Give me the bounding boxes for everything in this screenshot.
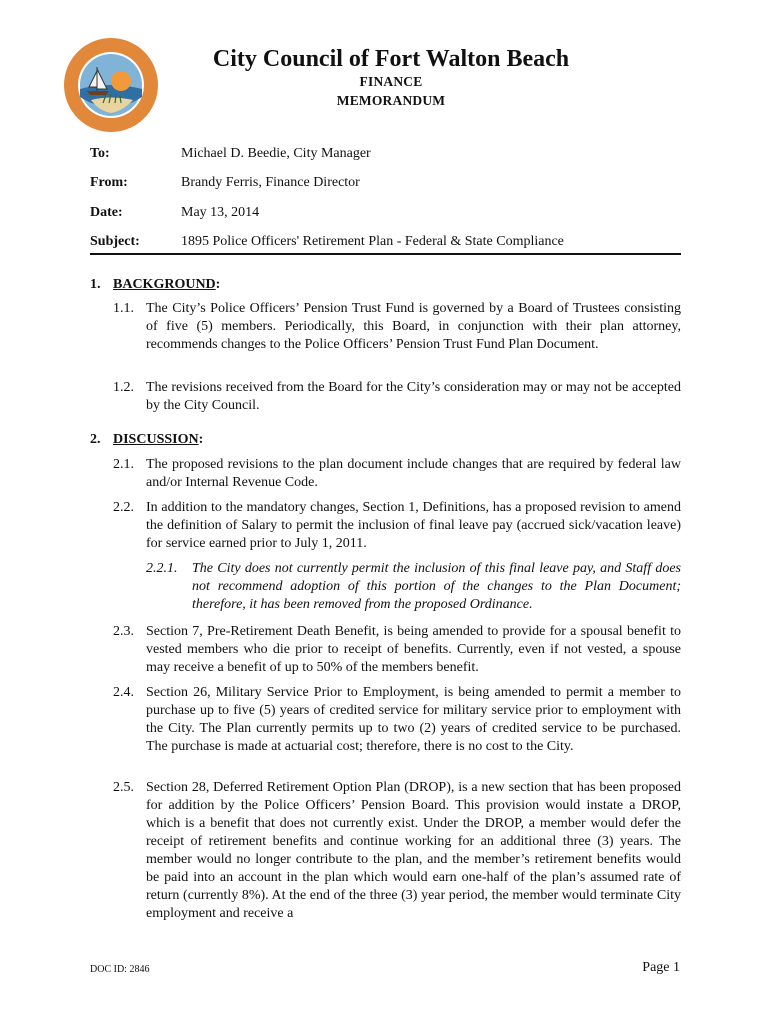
paragraph-1-1 — [113, 300, 681, 354]
paragraph-2-1 — [113, 456, 681, 492]
header-divider — [90, 253, 681, 255]
from-value: Brandy Ferris, Finance Director — [181, 175, 360, 190]
paragraph-text: The City does not currently permit the inclusion of this final leave pay, and Staff does not recommend adoption of this portion of the changes to the Plan Document; therefore, it has been removed from the proposed Ordinance. — [192, 561, 681, 612]
to-label: To: — [90, 146, 110, 161]
paragraph-2-3 — [113, 623, 681, 677]
paragraph-number: 2.4. — [113, 685, 134, 700]
subject-value: 1895 Police Officers' Retirement Plan - Federal & State Compliance — [181, 234, 564, 249]
section-title: DISCUSSION: — [113, 432, 204, 447]
paragraph-2-5 — [113, 779, 681, 923]
to-value: Michael D. Beedie, City Manager — [181, 146, 371, 161]
paragraph-number: 2.2.1. — [146, 561, 178, 576]
paragraph-text: The proposed revisions to the plan document include changes that are required by federal law and/or Internal Revenue Code. — [146, 457, 681, 490]
paragraph-number: 1.1. — [113, 301, 134, 316]
paragraph-text: Section 26, Military Service Prior to Employment, is being amended to permit a member to purchase up to five (5) years of credited service for military service prior to employment with the City. The Plan currently permits up to two (2) years of credited service to be purchased. The purchase is made at actuarial cost; therefore, there is no cost to the City. — [146, 685, 681, 754]
paragraph-text: The revisions received from the Board for the City’s consideration may or may not be accepted by the City Council. — [146, 380, 681, 413]
department-label: FINANCE — [359, 74, 423, 89]
paragraph-text: The City’s Police Officers’ Pension Trust Fund is governed by a Board of Trustees consisting of five (5) members. Periodically, this Board, in conjunction with their plan attorney, recommends changes to the Police Officers’ Pension Trust Fund Plan Document. — [146, 301, 681, 352]
paragraph-2-4 — [113, 684, 681, 756]
paragraph-number: 1.2. — [113, 380, 134, 395]
date-label: Date: — [90, 205, 123, 220]
section-title: BACKGROUND: — [113, 277, 221, 292]
page-number: Page 1 — [642, 960, 680, 975]
paragraph-2-2 — [113, 499, 681, 553]
paragraph-number: 2.3. — [113, 624, 134, 639]
paragraph-number: 2.5. — [113, 780, 134, 795]
from-label: From: — [90, 175, 128, 190]
document-type-label: MEMORANDUM — [336, 93, 446, 108]
subparagraph-2-2-1 — [146, 560, 681, 614]
date-value: May 13, 2014 — [181, 205, 260, 220]
paragraph-1-2 — [113, 379, 681, 415]
paragraph-text: In addition to the mandatory changes, Section 1, Definitions, has a proposed revision to amend the definition of Salary to permit the inclusion of final leave pay (accrued sick/vacation leave) for service earned prior to July 1, 2011. — [146, 500, 681, 551]
section-number: 1. — [90, 277, 101, 292]
document-id: DOC ID: 2846 — [90, 964, 150, 975]
page-title: City Council of Fort Walton Beach — [212, 46, 570, 72]
paragraph-text: Section 28, Deferred Retirement Option Plan (DROP), is a new section that has been proposed for addition by the Police Officers’ Pension Board. This provision would instate a DROP, which is a benefit that does not currently exist. Under the DROP, a member would defer the receipt of retirement benefits and continue working for an additional three (3) years. The member would no longer contribute to the plan, and the member’s retirement benefits would be paid into an account in the plan which would earn one-half of the plan’s assumed rate of return (currently 8%). At the end of the three (3) year period, the member would terminate City employment and receive a — [146, 780, 681, 921]
section-number: 2. — [90, 432, 101, 447]
paragraph-number: 2.2. — [113, 500, 134, 515]
paragraph-text: Section 7, Pre-Retirement Death Benefit, is being amended to provide for a spousal benefit to vested members who die prior to receipt of benefits. Currently, even if not vested, a spouse may receive a benefit of up to 50% of the members benefit. — [146, 624, 681, 675]
paragraph-number: 2.1. — [113, 457, 134, 472]
subject-label: Subject: — [90, 234, 140, 249]
